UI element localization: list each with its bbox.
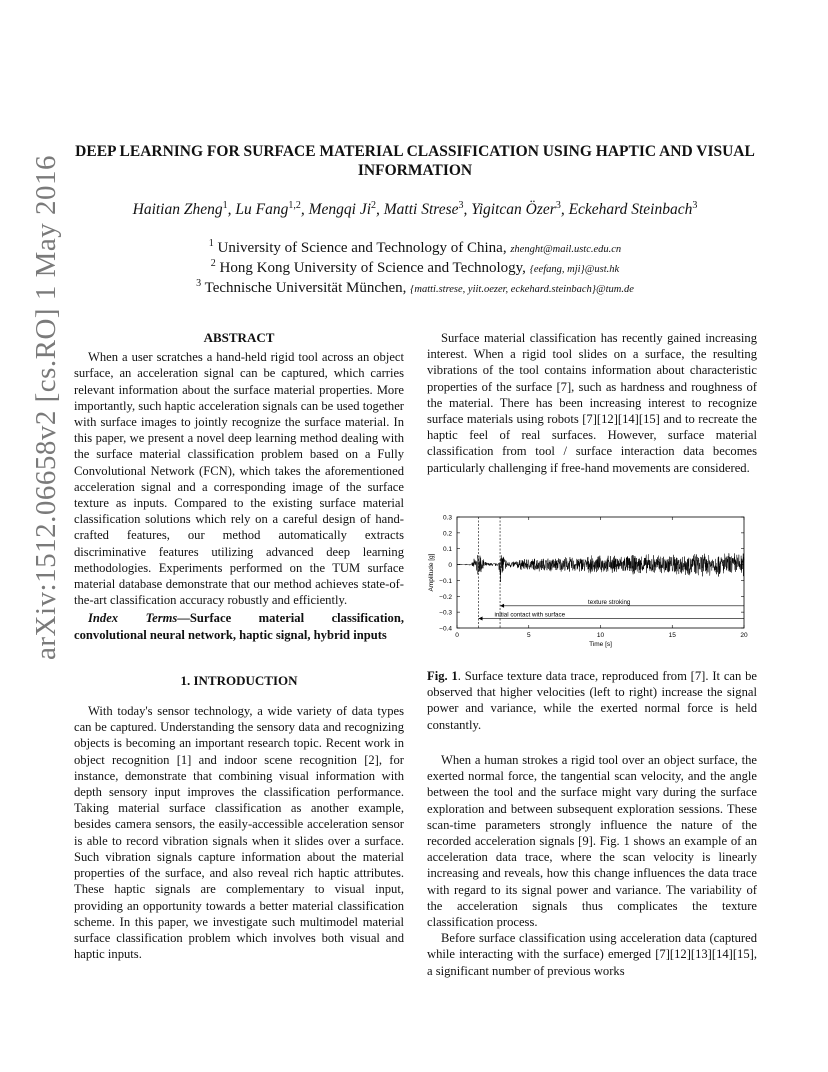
left-column: [74, 330, 404, 962]
author-name: Eckehard Steinbach: [568, 201, 693, 219]
intro-heading: 1. INTRODUCTION: [180, 672, 298, 688]
author-affiliation-mark: 3: [555, 200, 561, 211]
author-affiliation-mark: 2: [371, 200, 377, 211]
affiliation-2: $^2$ Hong Kong University of Science and Technology, {eefang, mji}@ust.hk: [210, 258, 620, 276]
author-name: Yigitcan Özer: [471, 201, 556, 219]
y-tick-label: 0.2: [442, 530, 452, 538]
y-tick-label: −0.3: [439, 609, 452, 617]
annotation-label: texture stroking: [588, 598, 631, 606]
author-list: Haitian Zheng$^1$, Lu Fang$^{1,2}$, Mengqi Ji$^2$, Matti Strese$^3$, Yigitcan Özer$^3$, Eckehard Steinbach$^3$: [132, 200, 698, 219]
right-column: [427, 330, 757, 476]
affiliation-1: $^1$ University of Science and Technology of China, zhenght@mail.ustc.edu.cn: [208, 238, 622, 256]
author-affiliation-mark: 1,2: [288, 200, 301, 211]
x-tick-label: 10: [596, 632, 605, 639]
arrow-head: [479, 616, 483, 620]
author-name: Matti Strese: [383, 201, 459, 219]
abstract-text: When a user scratches a hand-held rigid tool across an object surface, an acceleration signal can be captured, which carries relevant information about the surface material properties. More importantly, such haptic acceleration signals can be used together with surface images to jointly recognize the surface material. In this paper, we present a novel deep learning method dealing with the surface material classification problem based on a Fully Convolutional Network (FCN), which takes the aforementioned acceleration signal and a corresponding image of the surface texture as inputs. Compared to the existing surface material classification solutions which rely on a careful design of hand-crafted features, our method automatically extracts discriminative features utilizing advanced deep learning methodologies. Experiments performed on the TUM surface material database demonstrate that our method achieves state-of-the-art classification accuracy robustly and efficiently.: [74, 350, 404, 608]
intro-paragraph: With today's sensor technology, a wide variety of data types can be captured. Understanding the sensory data and recognizing objects is becoming an important research topic. Recent work in object recognition [1] and indoor scene recognition [2], for instance, demonstrate that combining visual information with depth sensory input improves the classification performance. Taking material surface classification as another example, besides camera sensors, the easily-accessible acceleration sensor is able to record vibration signals when it slides over a surface. Such vibration signals capture information about the material properties of the surface, and also reveal rich haptic attributes. These haptic signals are complementary to visual input, providing an opportunity towards a better material classification scheme. In this paper, we investigate such multimodel material surface classification problem which involves both visual and haptic inputs.: [74, 704, 404, 962]
affiliation-3: $^3$ Technische Universität München, {matti.strese, yiit.oezer, eckehard.steinbach}@tum.de: [196, 278, 634, 296]
right-paragraph-1: Surface material classification has recently gained increasing interest. When a rigid tool slides on a surface, the resulting vibrations of the tool contains information about characteristic properties of the surface [7], such as hardness and roughness of the material. There has been increasing interest to recognize surface materials using robots [7][12][14][15] and to recreate the haptic feel of real surfaces. However, surface material classification from tool / surface interaction data becomes particularly challenging if free-hand movements are considered.: [427, 331, 757, 475]
figure-1-caption: Fig. 1. Surface texture data trace, reproduced from [7]. It can be observed that higher velocities (left to right) increase the signal power and variance, while the exerted normal force is held constantly.: [427, 669, 757, 732]
author-name: Mengqi Ji: [308, 201, 372, 219]
x-tick-label: 5: [526, 632, 531, 639]
y-tick-label: 0: [448, 562, 452, 570]
y-tick-label: 0.1: [442, 546, 452, 554]
y-tick-label: −0.2: [439, 593, 452, 601]
author-affiliation-mark: 1: [222, 200, 228, 211]
index-terms: Index Terms—Surface material classification, convolutional neural network, haptic signal, hybrid inputs: [74, 611, 404, 642]
email-2[interactable]: {eefang, mji}@ust.hk: [529, 264, 620, 275]
author-affiliation-mark: 3: [692, 200, 698, 211]
right-paragraph-3: Before surface classification using acceleration data (captured while interacting with the surface) emerged [7][12][13][14][15], a significant number of previous works: [427, 931, 757, 978]
x-tick-label: 20: [740, 632, 748, 639]
arxiv-identifier: arXiv:1512.06658v2 [cs.RO] 1 May 2016: [30, 154, 62, 660]
x-tick-label: 0: [455, 632, 459, 639]
author-name: Lu Fang: [235, 201, 289, 219]
paper-title: DEEP LEARNING FOR SURFACE MATERIAL CLASSIFICATION USING HAPTIC AND VISUAL INFORMATION: [75, 143, 755, 179]
y-tick-label: 0.3: [442, 514, 452, 522]
x-axis-label: Time [s]: [589, 641, 612, 648]
y-tick-label: −0.1: [439, 577, 452, 585]
right-paragraph-2: When a human strokes a rigid tool over an object surface, the exerted normal force, the tangential scan velocity, and the angle between the tool and the surface might vary during the surface exploration and between subsequent exploration sessions. These scan-time parameters strongly influence the nature of the recorded acceleration signals [9]. Fig. 1 shows an example of an acceleration data trace, where the scan velocity is linearly increasing and reveals, how this change influences the data trace with regard to its signal power and variance. The variability of the acceleration signals thus complicates the texture classification process.: [427, 753, 757, 930]
right-column-continued: [427, 752, 757, 979]
abstract-heading: ABSTRACT: [203, 330, 275, 345]
email-1[interactable]: zhenght@mail.ustc.edu.cn: [510, 244, 622, 255]
author-name: Haitian Zheng: [132, 201, 223, 219]
y-tick-label: −0.4: [439, 625, 452, 633]
email-3[interactable]: {matti.strese, yiit.oezer, eckehard.steinbach}@tum.de: [410, 284, 634, 295]
y-axis-label: Amplitude [g]: [428, 553, 435, 592]
arrow-head: [500, 604, 504, 608]
annotation-label: initial contact with surface: [494, 611, 566, 619]
author-affiliation-mark: 3: [458, 200, 464, 211]
x-tick-label: 15: [668, 632, 676, 639]
figure-1-chart: [420, 508, 765, 656]
